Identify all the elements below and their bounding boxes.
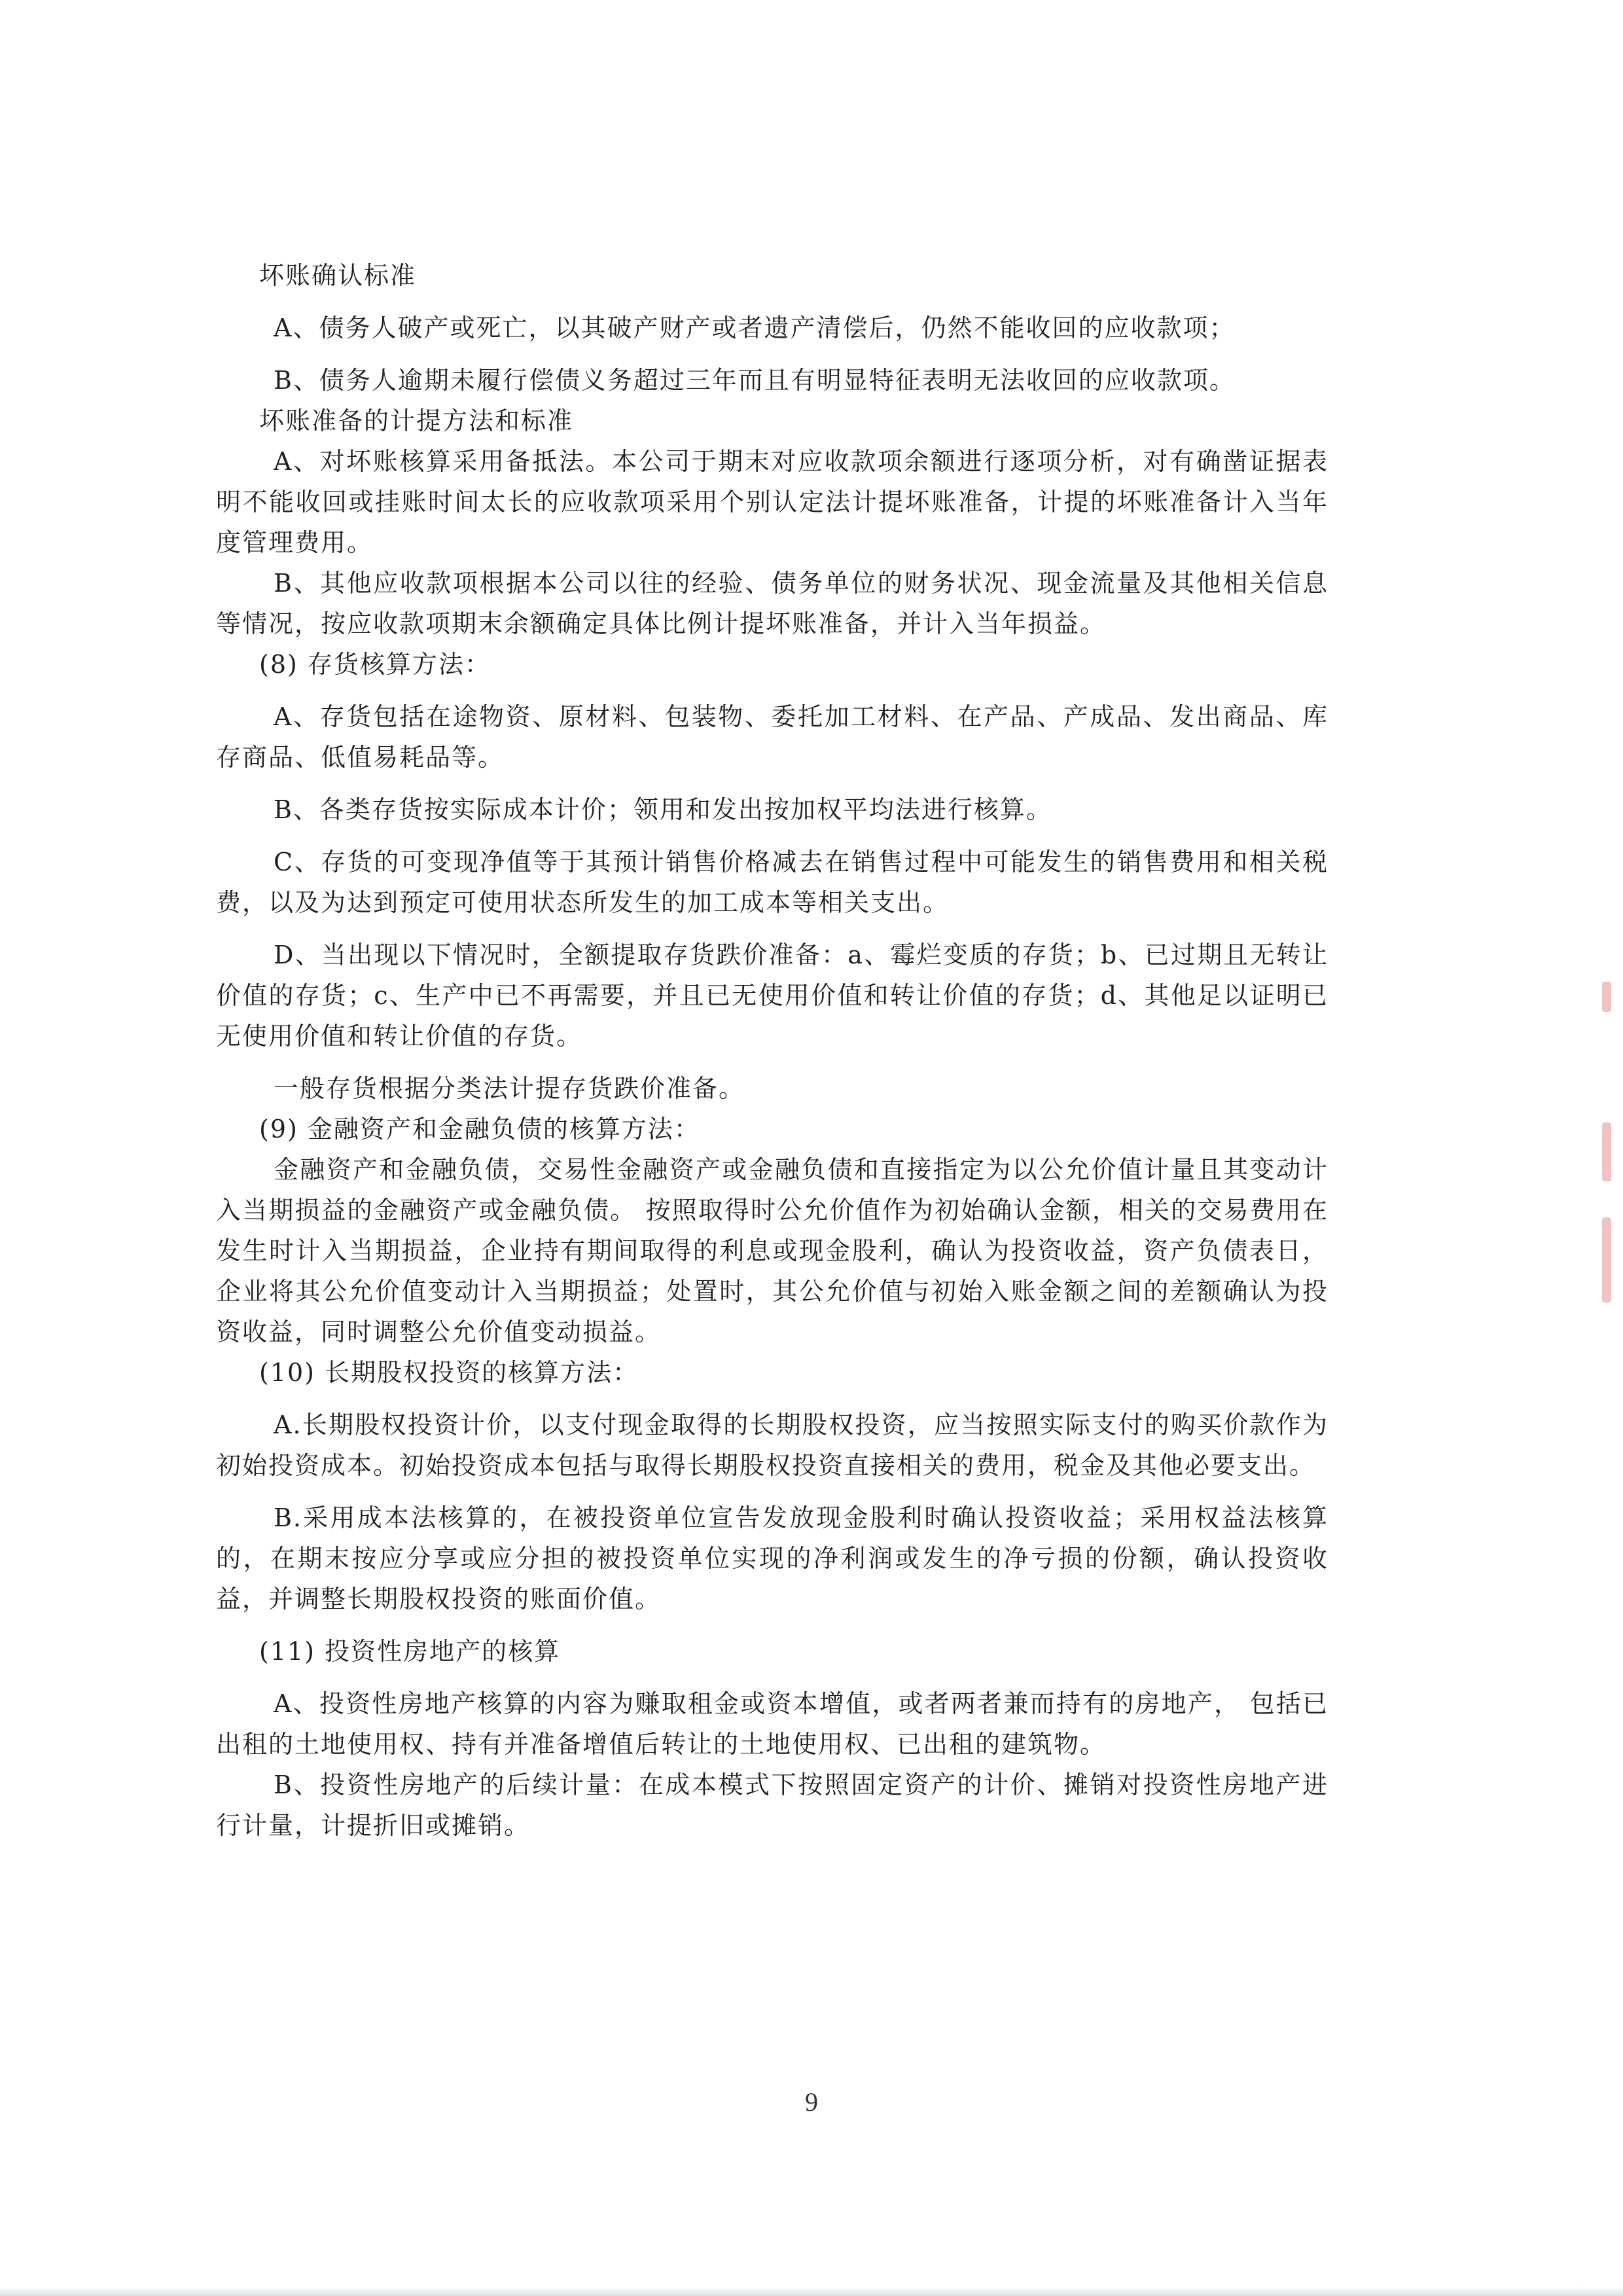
paragraph: B、债务人逾期未履行偿债义务超过三年而且有明显特征表明无法收回的应收款项。 [274, 366, 1236, 395]
section-heading-bad-debt-criteria: 坏账确认标准 [259, 261, 417, 290]
section-heading-long-term-equity: (10) 长期股权投资的核算方法： [259, 1358, 639, 1387]
paragraph: A、对坏账核算采用备抵法。本公司于期末对应收款项余额进行逐项分析，对有确凿证据表明不能收回或挂账时间太长的应收款项采用个别认定法计提坏账准备，计提的坏账准备计入当年度管理费用。 [216, 447, 1329, 557]
paragraph: A、存货包括在途物资、原材料、包装物、委托加工材料、在产品、产成品、发出商品、库存商品、低值易耗品等。 [216, 702, 1329, 772]
page-number: 9 [805, 2087, 818, 2117]
scan-edge [0, 2287, 1623, 2296]
paragraph: B、各类存货按实际成本计价；领用和发出按加权平均法进行核算。 [274, 795, 1052, 824]
paragraph: B、其他应收款项根据本公司以往的经验、债务单位的财务状况、现金流量及其他相关信息等情况，按应收款项期末余额确定具体比例计提坏账准备，并计入当年损益。 [216, 569, 1329, 638]
paragraph: D、当出现以下情况时，全额提取存货跌价准备：a、霉烂变质的存货；b、已过期且无转让价值的存货；c、生产中已不再需要，并且已无使用价值和转让价值的存货；d、其他足以证明已无使用价值和转让价值的存货。 [216, 941, 1329, 1050]
document-body [216, 255, 1329, 1846]
paragraph: C、存货的可变现净值等于其预计销售价格减去在销售过程中可能发生的销售费用和相关税费，以及为达到预定可使用状态所发生的加工成本等相关支出。 [216, 848, 1329, 917]
paragraph: B.采用成本法核算的，在被投资单位宣告发放现金股利时确认投资收益；采用权益法核算的，在期末按应分享或应分担的被投资单位实现的净利润或发生的净亏损的份额，确认投资收益，并调整长期股权投资的账面价值。 [216, 1503, 1329, 1613]
section-heading-investment-property: (11) 投资性房地产的核算 [259, 1637, 561, 1666]
paragraph: A、债务人破产或死亡，以其破产财产或者遗产清偿后，仍然不能收回的应收款项； [274, 314, 1236, 342]
paragraph: 一般存货根据分类法计提存货跌价准备。 [274, 1074, 745, 1103]
section-heading-financial-assets: (9) 金融资产和金融负债的核算方法： [259, 1115, 700, 1143]
paragraph: B、投资性房地产的后续计量：在成本模式下按照固定资产的计价、摊销对投资性房地产进行计量，计提折旧或摊销。 [216, 1770, 1329, 1840]
binding-seal-mark [1602, 982, 1611, 1012]
section-heading-inventory: (8) 存货核算方法： [259, 650, 491, 679]
paragraph: A.长期股权投资计价，以支付现金取得的长期股权投资，应当按照实际支付的购买价款作为初始投资成本。初始投资成本包括与取得长期股权投资直接相关的费用，税金及其他必要支出。 [216, 1410, 1329, 1480]
section-heading-bad-debt-provision: 坏账准备的计提方法和标准 [259, 406, 574, 435]
binding-seal-mark [1602, 1122, 1611, 1181]
binding-seal-mark [1602, 1217, 1611, 1302]
paragraph: A、投资性房地产核算的内容为赚取租金或资本增值，或者两者兼而持有的房地产， 包括已出租的土地使用权、持有并准备增值后转让的土地使用权、已出租的建筑物。 [216, 1689, 1329, 1759]
paragraph: 金融资产和金融负债，交易性金融资产或金融负债和直接指定为以公允价值计量且其变动计入当期损益的金融资产或金融负债。 按照取得时公允价值作为初始确认金额，相关的交易费用在发生时计入当期损益，企业持有期间取得的利息或现金股利，确认为投资收益，资产负债表日，企业将其公允价值变动计入当期损益；处置时，其公允价值与初始入账金额之间的差额确认为投资收益，同时调整公允价值变动损益。 [216, 1155, 1329, 1346]
